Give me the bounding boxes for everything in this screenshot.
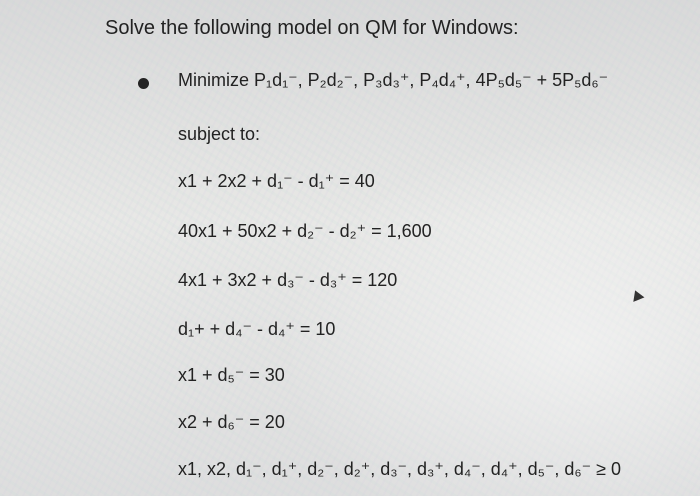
constraint-2: 40x1 + 50x2 + d₂⁻ - d₂⁺ = 1,600 — [178, 221, 432, 241]
mouse-cursor-icon — [630, 288, 645, 302]
subject-to-label: subject to: — [178, 124, 261, 144]
objective-function: Minimize P₁d₁⁻, P₂d₂⁻, P₃d₃⁺, P₄d₄⁺, 4P₅d₅⁻ + 5P₅d₆⁻ — [178, 70, 609, 90]
constraint-3: 4x1 + 3x2 + d₃⁻ - d₃⁺ = 120 — [178, 270, 398, 290]
nonnegativity-constraint: x1, x2, d₁⁻, d₁⁺, d₂⁻, d₂⁺, d₃⁻, d₃⁺, d₄⁻, d₄⁺, d₅⁻, d₆⁻ ≥ 0 — [178, 459, 622, 479]
constraint-4: d₁+ + d₄⁻ - d₄⁺ = 10 — [178, 319, 336, 339]
page-heading: Solve the following model on QM for Windows: — [105, 17, 519, 39]
constraint-6: x2 + d₆⁻ = 20 — [178, 412, 285, 432]
constraint-1: x1 + 2x2 + d₁⁻ - d₁⁺ = 40 — [178, 171, 375, 191]
bullet-point — [138, 78, 149, 89]
constraint-5: x1 + d₅⁻ = 30 — [178, 365, 285, 385]
